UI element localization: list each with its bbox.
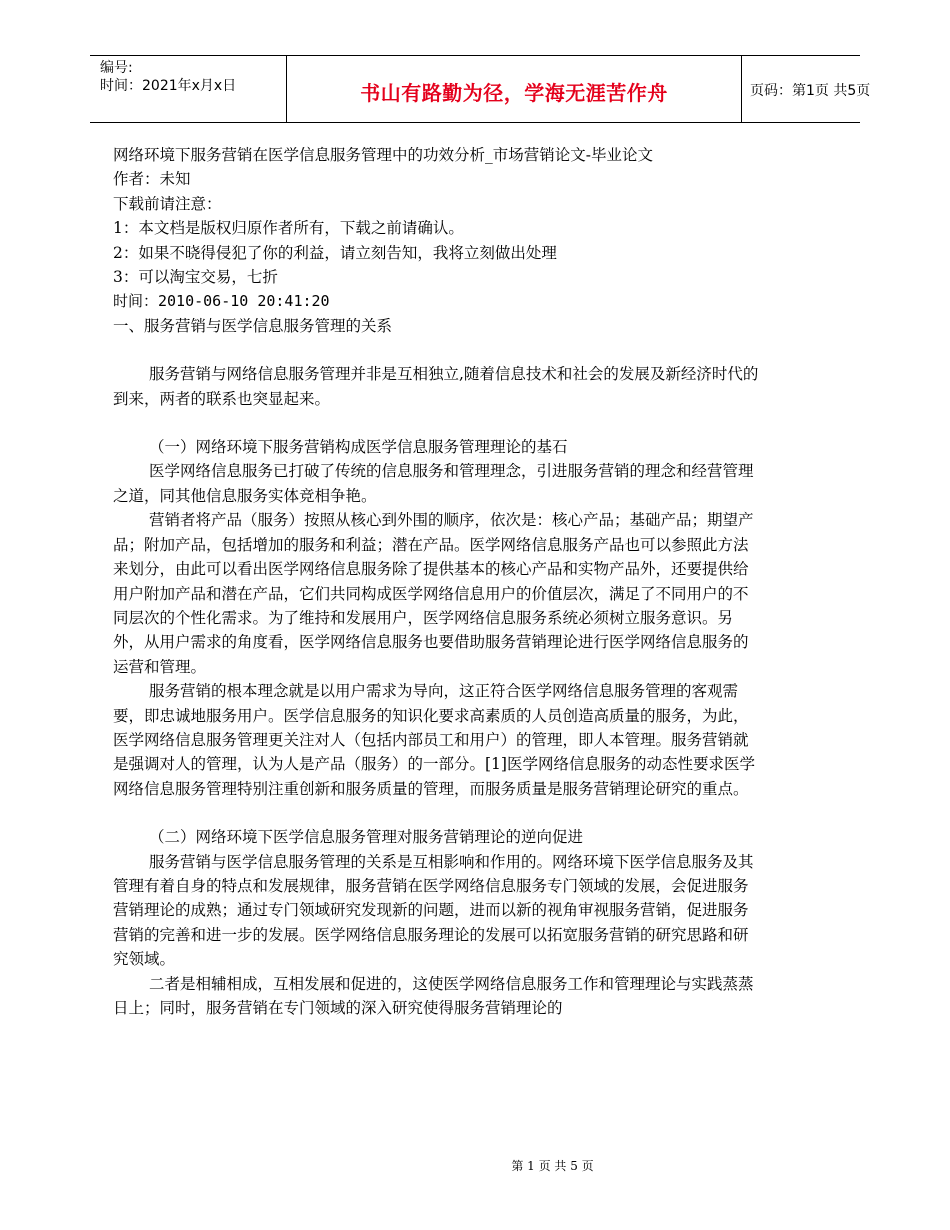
notice-item: 1：本文档是版权归原作者所有，下载之前请确认。 <box>113 219 464 238</box>
document-title: 网络环境下服务营销在医学信息服务管理中的功效分析_市场营销论文-毕业论文 <box>113 146 653 164</box>
paragraph: 医学网络信息服务已打破了传统的信息服务和管理理念，引进服务营销的理念和经营管理之道，同其他信息服务实体竞相争艳。 <box>113 462 754 505</box>
document-author: 作者：未知 <box>113 170 191 189</box>
paragraph: 服务营销的根本理念就是以用户需求为导向，这正符合医学网络信息服务管理的客观需要，即忠诚地服务用户。医学信息服务的知识化要求高素质的人员创造高质量的服务，为此，医学网络信息服务管理更关注对人（包括内部员工和用户）的管理，即人本管理。服务营销就是强调对人的管理，认为人是产品（服务）的一部分。[1]医学网络信息服务的动态性要求医学网络信息服务管理特别注重创新和服务质量的管理，而服务质量是服务营销理论研究的重点。 <box>113 682 755 798</box>
header-motto: 书山有路勤为径，学海无涯苦作舟 <box>360 81 668 105</box>
section-heading: 一、服务营销与医学信息服务管理的关系 <box>113 316 393 335</box>
notice-item: 3：可以淘宝交易，七折 <box>113 268 278 287</box>
page-header <box>90 55 871 123</box>
document-time-label: 时间：2021年x月x日 <box>100 78 237 94</box>
subsection-heading: （二）网络环境下医学信息服务管理对服务营销理论的逆向促进 <box>149 828 584 847</box>
document-body <box>113 143 763 1020</box>
subsection-heading: （一）网络环境下服务营销构成医学信息服务管理理论的基石 <box>149 438 568 457</box>
download-notice-title: 下载前请注意： <box>113 194 222 213</box>
page-footer: 第 1 页 共 5 页 <box>511 1159 594 1173</box>
header-motto-cell <box>286 56 742 122</box>
document-number-label: 编号: <box>100 60 133 76</box>
document-time: 时间：2010-06-10 20:41:20 <box>113 292 330 311</box>
header-meta <box>90 56 286 122</box>
header-page-info: 页码：第1页 共5页 <box>750 83 871 99</box>
notice-item: 2：如果不晓得侵犯了你的利益，请立刻告知，我将立刻做出处理 <box>113 243 557 262</box>
paragraph: 营销者将产品（服务）按照从核心到外围的顺序，依次是：核心产品；基础产品；期望产品；附加产品，包括增加的服务和利益；潜在产品。医学网络信息服务产品也可以参照此方法来划分，由此可以看出医学网络信息服务除了提供基本的核心产品和实物产品外，还要提供给用户附加产品和潜在产品，它们共同构成医学网络信息用户的价值层次，满足了不同用户的不同层次的个性化需求。为了维持和发展用户，医学网络信息服务系统必须树立服务意识。另外，从用户需求的角度看，医学网络信息服务也要借助服务营销理论进行医学网络信息服务的运营和管理。 <box>113 511 754 676</box>
paragraph: 服务营销与网络信息服务管理并非是互相独立,随着信息技术和社会的发展及新经济时代的到来，两者的联系也突显起来。 <box>113 365 759 408</box>
paragraph: 二者是相辅相成，互相发展和促进的，这使医学网络信息服务工作和管理理论与实践蒸蒸日上；同时，服务营销在专门领域的深入研究使得服务营销理论的 <box>113 974 754 1017</box>
paragraph: 服务营销与医学信息服务管理的关系是互相影响和作用的。网络环境下医学信息服务及其管理有着自身的特点和发展规律，服务营销在医学网络信息服务专门领域的发展，会促进服务营销理论的成熟；通过专门领域研究发现新的问题，进而以新的视角审视服务营销，促进服务营销的完善和进一步的发展。医学网络信息服务理论的发展可以拓宽服务营销的研究思路和研究领域。 <box>113 852 754 969</box>
